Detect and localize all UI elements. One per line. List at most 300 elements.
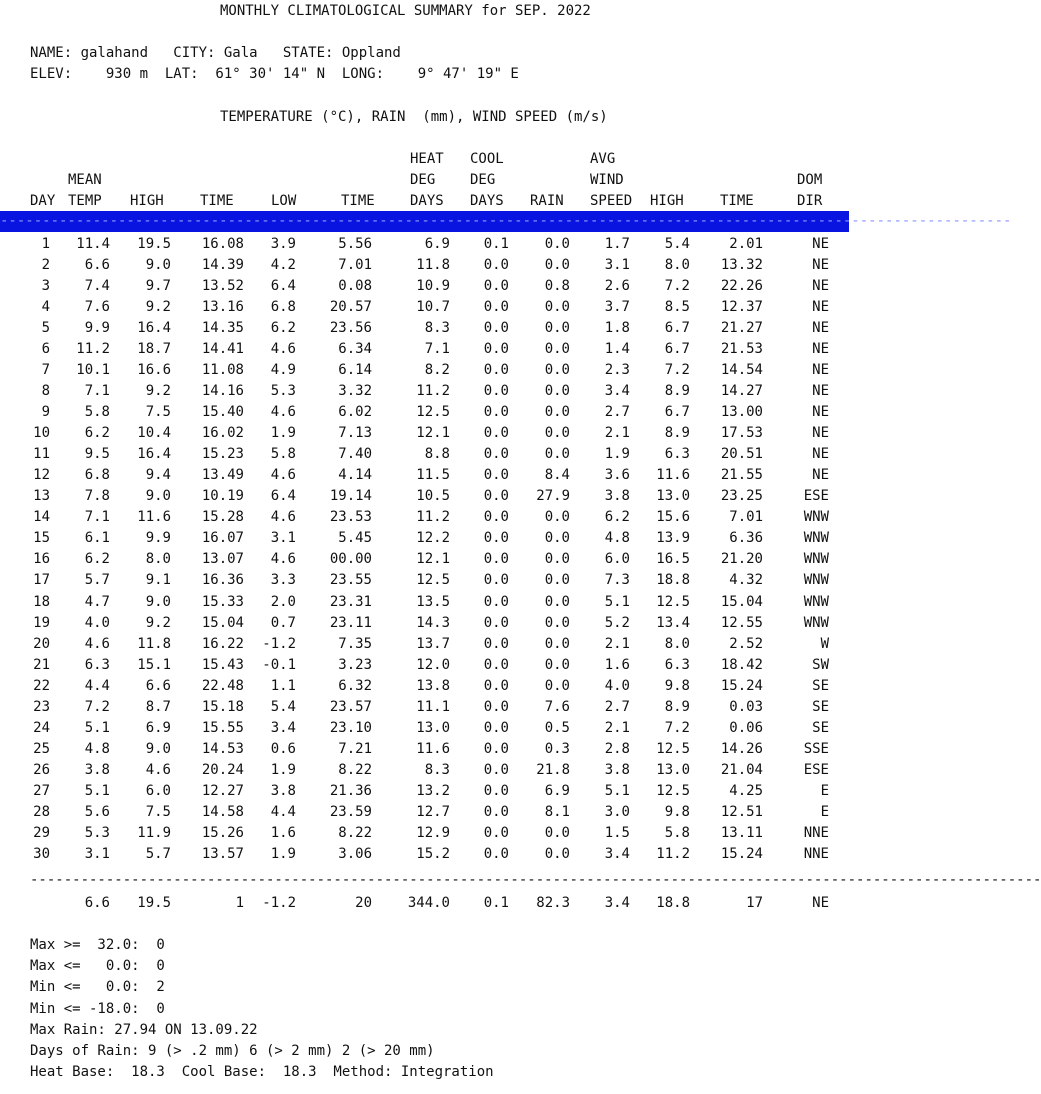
cell-avg-wind-speed: 1.8 [604,320,630,337]
cell-cool-deg-days: 0.0 [483,635,509,652]
cell-heat-deg-days: 11.1 [416,698,450,715]
cell-dom-dir: E [820,782,829,799]
cell-cool-deg-days: 0.0 [483,845,509,862]
cell-cool-deg-days: 0.0 [483,257,509,274]
cell-low-time: 8.22 [338,761,372,778]
cell-high-temp: 9.2 [145,299,171,316]
cell-high-time: 15.23 [201,446,244,463]
footer-line: Max Rain: 27.94 ON 13.09.22 [30,1021,258,1038]
cell-low-temp: 5.3 [270,383,296,400]
cell-cool-deg-days: 0.0 [483,572,509,589]
cell-avg-wind-speed: 1.5 [604,824,630,841]
cell-dom-dir: WNW [803,551,829,568]
cell-rain: 0.0 [544,446,570,463]
cell-day: 9 [41,404,50,421]
cell-wind-high-time: 14.27 [720,383,763,400]
cell-mean-temp: 11.4 [76,236,110,252]
cell-cool-deg-days: 0.0 [483,803,509,820]
cell-high-temp: 9.0 [145,593,171,610]
cell-low-temp: 1.9 [270,845,296,862]
column-header-mean-temp: TEMP [68,193,102,209]
cell-heat-deg-days: 8.3 [424,320,450,337]
cell-heat-deg-days: 8.8 [424,446,450,463]
cell-rain: 0.0 [544,656,570,673]
cell-low-time: 20.57 [329,299,372,316]
cell-avg-wind-speed: 5.1 [604,593,630,610]
cell-low-temp: 6.4 [270,488,296,505]
cell-cool-deg-days: 0.1 [483,236,509,252]
cell-avg-wind-speed: 6.0 [604,551,630,568]
cell-cool-deg-days: 0.0 [483,467,509,484]
cell-wind-high: 9.8 [664,803,690,820]
cell-high-temp: 15.1 [137,656,171,673]
cell-wind-high: 6.3 [664,656,690,673]
cell-low-time: 7.13 [338,425,372,442]
cell-heat-deg-days: 8.2 [424,362,450,379]
column-header-low-time: TIME [341,193,375,209]
cell-wind-high-time: 17.53 [720,425,763,442]
cell-dom-dir: NE [812,236,829,252]
cell-avg-wind-speed: 4.8 [604,530,630,547]
cell-high-time: 10.19 [201,488,244,505]
cell-high-time: 16.22 [201,635,244,652]
cell-high-temp: 9.2 [145,383,171,400]
cell-heat-deg-days: 12.5 [416,404,450,421]
cell-low-time: 23.10 [329,719,372,736]
cell-heat-deg-days: 13.7 [416,635,450,652]
cell-dom-dir: WNW [803,614,829,631]
cell-high-temp: 11.6 [137,509,171,526]
cell-wind-high: 9.8 [664,677,690,694]
cell-rain: 0.0 [544,614,570,631]
cell-day: 16 [33,551,50,568]
cell-cool-deg-days: 0.0 [483,362,509,379]
station-info-line-1: NAME: galahand CITY: Gala STATE: Oppland [30,45,401,61]
cell-high-time: 14.58 [201,803,244,820]
column-header-day: DAY [30,193,56,209]
cell-cool-deg-days: 0.0 [483,341,509,358]
cell-low-temp: 4.6 [270,551,296,568]
cell-avg-wind-speed: 5.1 [604,782,630,799]
cell-low-temp: 4.6 [270,467,296,484]
cell-high-temp: 6.0 [145,782,171,799]
cell-cool-deg-days: 0.0 [483,719,509,736]
cell-high-temp: 6.6 [145,677,171,694]
cell-heat-deg-days: 12.7 [416,803,450,820]
column-header-cool-deg-days: DEG [470,172,496,188]
cell-wind-high-time: 18.42 [720,656,763,673]
cell-wind-high: 6.7 [664,320,690,337]
cell-low-temp: 4.6 [270,509,296,526]
cell-rain: 0.0 [544,551,570,568]
cell-wind-high-time: 22.26 [720,278,763,295]
cell-wind-high-time: 14.26 [720,740,763,757]
cell-low-time: 3.32 [338,383,372,400]
cell-cool-deg-days: 0.0 [483,530,509,547]
cell-wind-high-time: 12.51 [720,803,763,820]
cell-high-temp: 7.5 [145,404,171,421]
cell-low-time: 23.57 [329,698,372,715]
footer-line: Heat Base: 18.3 Cool Base: 18.3 Method: Integration [30,1064,494,1081]
cell-day: 1 [41,236,50,252]
cell-high-temp: 8.7 [145,698,171,715]
cell-dom-dir: WNW [803,572,829,589]
cell-day: 22 [33,677,50,694]
cell-mean-temp: 7.4 [84,278,110,295]
cell-wind-high: 7.2 [664,719,690,736]
cell-mean-temp: 6.2 [84,551,110,568]
cell-day: 4 [41,299,50,316]
cell-rain: 0.0 [544,404,570,421]
cell-mean-temp: 7.6 [84,299,110,316]
cell-wind-high: 18.8 [656,895,690,911]
cell-wind-high: 8.9 [664,425,690,442]
cell-heat-deg-days: 11.5 [416,467,450,484]
cell-heat-deg-days: 10.9 [416,278,450,295]
cell-low-temp: -1.2 [262,895,296,911]
cell-heat-deg-days: 12.1 [416,551,450,568]
cell-heat-deg-days: 12.1 [416,425,450,442]
cell-wind-high: 7.2 [664,362,690,379]
cell-heat-deg-days: 12.5 [416,572,450,589]
column-header-heat-deg-days: DAYS [410,193,444,209]
cell-rain: 0.0 [544,236,570,252]
cell-dom-dir: WNW [803,509,829,526]
cell-dom-dir: NE [812,446,829,463]
cell-high-temp: 5.7 [145,845,171,862]
footer-line: Min <= 0.0: 2 [30,979,165,996]
cell-wind-high-time: 2.01 [729,236,763,252]
cell-cool-deg-days: 0.0 [483,509,509,526]
cell-cool-deg-days: 0.0 [483,593,509,610]
cell-cool-deg-days: 0.0 [483,824,509,841]
cell-day: 21 [33,656,50,673]
cell-rain: 0.0 [544,530,570,547]
cell-high-temp: 11.9 [137,824,171,841]
cell-mean-temp: 7.1 [84,383,110,400]
cell-cool-deg-days: 0.0 [483,488,509,505]
header-separator-dashes: ------------------------------------------------------------------------------------------------------------------------ [0,213,1012,229]
cell-mean-temp: 6.2 [84,425,110,442]
column-header-avg-wind-speed: SPEED [590,193,633,209]
cell-rain: 0.0 [544,299,570,316]
column-header-heat-deg-days: DEG [410,172,436,188]
cell-heat-deg-days: 10.7 [416,299,450,316]
cell-heat-deg-days: 13.2 [416,782,450,799]
cell-low-time: 7.40 [338,446,372,463]
cell-low-temp: 0.7 [270,614,296,631]
cell-cool-deg-days: 0.0 [483,656,509,673]
cell-rain: 0.0 [544,572,570,589]
cell-day: 17 [33,572,50,589]
cell-avg-wind-speed: 2.3 [604,362,630,379]
cell-dom-dir: ESE [803,488,829,505]
cell-cool-deg-days: 0.0 [483,761,509,778]
cell-dom-dir: NE [812,425,829,442]
cell-wind-high-time: 13.00 [720,404,763,421]
cell-mean-temp: 9.9 [84,320,110,337]
cell-low-time: 00.00 [329,551,372,568]
cell-rain: 0.0 [544,509,570,526]
cell-wind-high: 7.2 [664,278,690,295]
cell-high-temp: 7.5 [145,803,171,820]
cell-mean-temp: 3.1 [84,845,110,862]
cell-low-time: 6.02 [338,404,372,421]
cell-dom-dir: NE [812,383,829,400]
cell-wind-high-time: 2.52 [729,635,763,652]
cell-cool-deg-days: 0.0 [483,425,509,442]
cell-avg-wind-speed: 3.7 [604,299,630,316]
cell-dom-dir: SE [812,677,829,694]
cell-cool-deg-days: 0.0 [483,614,509,631]
units-heading: TEMPERATURE (°C), RAIN (mm), WIND SPEED (m/s) [220,109,608,125]
cell-cool-deg-days: 0.0 [483,782,509,799]
cell-heat-deg-days: 13.8 [416,677,450,694]
cell-avg-wind-speed: 2.1 [604,425,630,442]
cell-wind-high-time: 6.36 [729,530,763,547]
cell-low-time: 7.21 [338,740,372,757]
cell-high-time: 15.18 [201,698,244,715]
cell-high-time: 13.16 [201,299,244,316]
cell-high-time: 12.27 [201,782,244,799]
cell-rain: 7.6 [544,698,570,715]
cell-day: 8 [41,383,50,400]
cell-high-temp: 8.0 [145,551,171,568]
cell-low-time: 5.45 [338,530,372,547]
cell-high-temp: 6.9 [145,719,171,736]
cell-avg-wind-speed: 2.1 [604,635,630,652]
cell-day: 30 [33,845,50,862]
cell-high-temp: 19.5 [137,895,171,911]
cell-low-temp: 3.4 [270,719,296,736]
cell-heat-deg-days: 12.2 [416,530,450,547]
cell-dom-dir: W [820,635,829,652]
cell-wind-high: 8.0 [664,635,690,652]
cell-low-temp: 1.6 [270,824,296,841]
cell-wind-high: 11.6 [656,467,690,484]
cell-mean-temp: 6.1 [84,530,110,547]
cell-cool-deg-days: 0.1 [483,895,509,911]
cell-rain: 21.8 [536,761,570,778]
cell-cool-deg-days: 0.0 [483,740,509,757]
cell-wind-high-time: 13.11 [720,824,763,841]
footer-line: Max >= 32.0: 0 [30,937,165,953]
cell-cool-deg-days: 0.0 [483,446,509,463]
cell-dom-dir: NNE [803,845,829,862]
cell-heat-deg-days: 8.3 [424,761,450,778]
cell-low-temp: 3.8 [270,782,296,799]
cell-dom-dir: WNW [803,530,829,547]
cell-high-temp: 16.4 [137,320,171,337]
cell-heat-deg-days: 13.0 [416,719,450,736]
cell-low-temp: 3.3 [270,572,296,589]
cell-wind-high: 8.5 [664,299,690,316]
column-header-wind-high-time: TIME [720,193,754,209]
cell-high-temp: 9.0 [145,488,171,505]
cell-day: 27 [33,782,50,799]
cell-high-temp: 16.6 [137,362,171,379]
cell-day: 24 [33,719,50,736]
cell-wind-high: 13.9 [656,530,690,547]
cell-high-time: 15.04 [201,614,244,631]
cell-heat-deg-days: 344.0 [407,895,450,911]
cell-low-temp: -0.1 [262,656,296,673]
cell-heat-deg-days: 12.9 [416,824,450,841]
cell-day: 7 [41,362,50,379]
cell-dom-dir: SSE [803,740,829,757]
cell-mean-temp: 7.2 [84,698,110,715]
cell-high-temp: 4.6 [145,761,171,778]
cell-mean-temp: 5.3 [84,824,110,841]
cell-avg-wind-speed: 3.6 [604,467,630,484]
cell-mean-temp: 5.1 [84,782,110,799]
cell-wind-high: 6.7 [664,341,690,358]
cell-day: 13 [33,488,50,505]
cell-avg-wind-speed: 2.6 [604,278,630,295]
cell-wind-high-time: 15.24 [720,677,763,694]
cell-wind-high-time: 17 [746,895,763,911]
cell-high-time: 13.49 [201,467,244,484]
cell-mean-temp: 3.8 [84,761,110,778]
cell-low-time: 3.23 [338,656,372,673]
cell-rain: 6.9 [544,782,570,799]
cell-low-time: 4.14 [338,467,372,484]
cell-mean-temp: 7.1 [84,509,110,526]
cell-heat-deg-days: 11.6 [416,740,450,757]
column-header-avg-wind-speed: AVG [590,151,616,167]
cell-mean-temp: 4.6 [84,635,110,652]
column-header-rain: RAIN [530,193,564,209]
cell-avg-wind-speed: 5.2 [604,614,630,631]
cell-high-time: 13.52 [201,278,244,295]
footer-line: Min <= -18.0: 0 [30,1000,165,1017]
cell-avg-wind-speed: 7.3 [604,572,630,589]
cell-day: 2 [41,257,50,274]
cell-low-time: 23.59 [329,803,372,820]
cell-low-temp: 5.8 [270,446,296,463]
cell-avg-wind-speed: 3.4 [604,895,630,911]
cell-wind-high: 5.8 [664,824,690,841]
cell-low-time: 5.56 [338,236,372,252]
cell-low-time: 8.22 [338,824,372,841]
cell-day: 11 [33,446,50,463]
cell-wind-high-time: 21.04 [720,761,763,778]
cell-high-temp: 9.1 [145,572,171,589]
cell-avg-wind-speed: 3.4 [604,383,630,400]
cell-high-time: 14.53 [201,740,244,757]
cell-rain: 0.0 [544,824,570,841]
cell-low-temp: 3.9 [270,236,296,252]
cell-rain: 82.3 [536,895,570,911]
cell-wind-high: 16.5 [656,551,690,568]
report-title: MONTHLY CLIMATOLOGICAL SUMMARY for SEP. 2022 [220,3,591,19]
cell-wind-high-time: 21.53 [720,341,763,358]
cell-day: 14 [33,509,50,526]
cell-mean-temp: 6.6 [84,257,110,274]
cell-wind-high-time: 0.03 [729,698,763,715]
cell-day: 5 [41,320,50,337]
cell-dom-dir: SE [812,719,829,736]
cell-cool-deg-days: 0.0 [483,698,509,715]
cell-avg-wind-speed: 6.2 [604,509,630,526]
cell-wind-high-time: 21.20 [720,551,763,568]
cell-low-time: 6.14 [338,362,372,379]
cell-low-temp: 4.9 [270,362,296,379]
cell-heat-deg-days: 15.2 [416,845,450,862]
cell-wind-high-time: 20.51 [720,446,763,463]
cell-low-time: 0.08 [338,278,372,295]
cell-rain: 27.9 [536,488,570,505]
cell-high-temp: 9.4 [145,467,171,484]
cell-rain: 0.0 [544,383,570,400]
cell-high-temp: 9.0 [145,740,171,757]
cell-day: 20 [33,635,50,652]
cell-wind-high: 13.0 [656,761,690,778]
cell-cool-deg-days: 0.0 [483,278,509,295]
cell-high-time: 15.33 [201,593,244,610]
cell-mean-temp: 4.7 [84,593,110,610]
cell-rain: 0.0 [544,425,570,442]
cell-wind-high-time: 4.32 [729,572,763,589]
cell-high-temp: 16.4 [137,446,171,463]
cell-dom-dir: NE [812,341,829,358]
column-header-cool-deg-days: DAYS [470,193,504,209]
cell-high-time: 16.02 [201,425,244,442]
cell-high-temp: 9.0 [145,257,171,274]
cell-low-time: 23.55 [329,572,372,589]
cell-wind-high: 12.5 [656,782,690,799]
cell-rain: 0.0 [544,362,570,379]
cell-high-time: 15.28 [201,509,244,526]
cell-wind-high: 8.0 [664,257,690,274]
cell-avg-wind-speed: 3.0 [604,803,630,820]
cell-wind-high-time: 13.32 [720,257,763,274]
cell-low-temp: 1.9 [270,761,296,778]
footer-line: Days of Rain: 9 (> .2 mm) 6 (> 2 mm) 2 (> 20 mm) [30,1043,435,1059]
cell-rain: 0.5 [544,719,570,736]
cell-avg-wind-speed: 3.8 [604,761,630,778]
column-header-cool-deg-days: COOL [470,151,504,167]
cell-mean-temp: 5.6 [84,803,110,820]
cell-avg-wind-speed: 2.1 [604,719,630,736]
cell-heat-deg-days: 14.3 [416,614,450,631]
cell-rain: 0.0 [544,341,570,358]
cell-wind-high-time: 21.55 [720,467,763,484]
cell-rain: 0.0 [544,320,570,337]
cell-wind-high: 5.4 [664,236,690,252]
cell-low-temp: 6.8 [270,299,296,316]
cell-wind-high: 8.9 [664,698,690,715]
cell-cool-deg-days: 0.0 [483,551,509,568]
cell-dom-dir: NNE [803,824,829,841]
cell-high-time: 15.40 [201,404,244,421]
cell-day: 23 [33,698,50,715]
cell-rain: 0.3 [544,740,570,757]
cell-low-temp: 1.1 [270,677,296,694]
cell-cool-deg-days: 0.0 [483,320,509,337]
cell-rain: 0.0 [544,677,570,694]
cell-wind-high: 8.9 [664,383,690,400]
cell-low-time: 19.14 [329,488,372,505]
cell-mean-temp: 4.8 [84,740,110,757]
cell-mean-temp: 9.5 [84,446,110,463]
cell-dom-dir: NE [812,320,829,337]
column-header-high-temp: HIGH [130,193,164,209]
cell-dom-dir: NE [812,404,829,421]
cell-wind-high-time: 7.01 [729,509,763,526]
cell-dom-dir: E [820,803,829,820]
cell-wind-high: 6.3 [664,446,690,463]
